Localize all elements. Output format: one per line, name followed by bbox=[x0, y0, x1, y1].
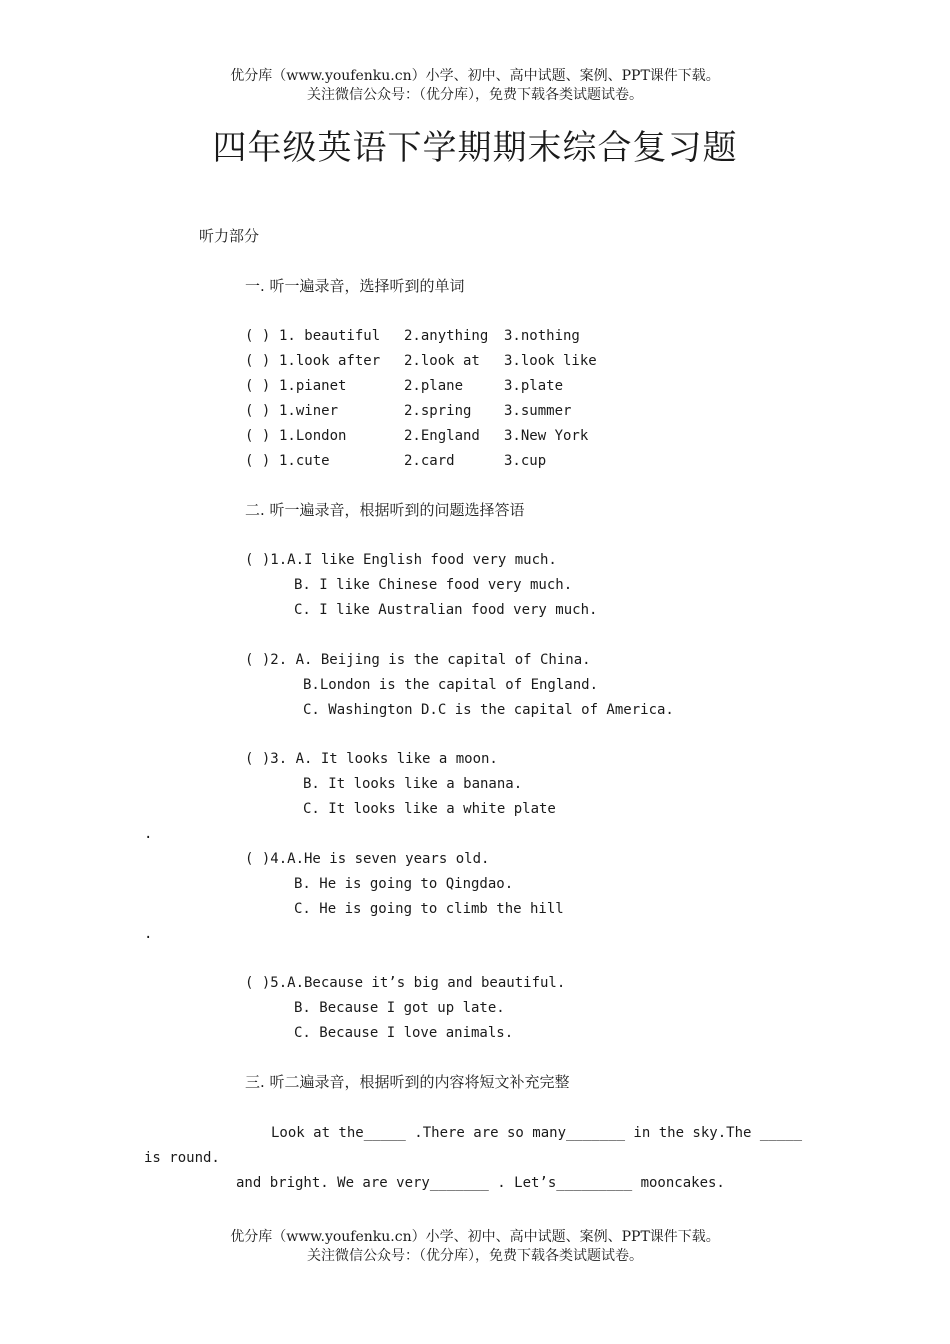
stray-period: . bbox=[144, 926, 153, 942]
option-1: 1.pianet bbox=[279, 378, 347, 394]
answer-bracket: ( ) bbox=[245, 353, 271, 369]
section-label: 听力部分 bbox=[199, 227, 260, 245]
option-2: 2.plane bbox=[404, 378, 464, 394]
passage-line-1: Look at the_____ .There are so many_______ in the sky.The _____ bbox=[271, 1125, 803, 1141]
option-3: 3.plate bbox=[504, 378, 564, 394]
page-title: 四年级英语下学期期末综合复习题 bbox=[212, 128, 738, 168]
footer-line-1: 优分库（www.youfenku.cn）小学、初中、高中试题、案例、PPT课件下载。 bbox=[230, 1229, 720, 1245]
stray-period: . bbox=[144, 826, 153, 842]
question-3-stem: ( )3. A. It looks like a moon. bbox=[245, 751, 498, 767]
question-4-stem: ( )4.A.He is seven years old. bbox=[245, 851, 490, 867]
answer-bracket: ( ) bbox=[245, 453, 271, 469]
option-3: 3.nothing bbox=[504, 328, 580, 344]
option-2: 2.anything bbox=[404, 328, 489, 344]
question-3-option-c: C. It looks like a white plate bbox=[303, 801, 556, 817]
question-1-option-c: C. I like Australian food very much. bbox=[294, 602, 598, 618]
option-3: 3.summer bbox=[504, 403, 572, 419]
answer-bracket: ( ) bbox=[245, 328, 271, 344]
footer-line-2: 关注微信公众号：（优分库），免费下载各类试题试卷。 bbox=[307, 1248, 643, 1264]
option-3: 3.New York bbox=[504, 428, 589, 444]
question-5-option-c: C. Because I love animals. bbox=[294, 1025, 514, 1041]
option-1: 1.cute bbox=[279, 453, 330, 469]
question-1-stem: ( )1.A.I like English food very much. bbox=[245, 552, 557, 568]
question-4-option-c: C. He is going to climb the hill bbox=[294, 901, 564, 917]
answer-bracket: ( ) bbox=[245, 428, 271, 444]
question-4-option-b: B. He is going to Qingdao. bbox=[294, 876, 514, 892]
question-2-stem: ( )2. A. Beijing is the capital of China. bbox=[245, 652, 591, 668]
question-5-stem: ( )5.A.Because it’s big and beautiful. bbox=[245, 975, 566, 991]
option-1: 1.look after bbox=[279, 353, 381, 369]
question-2-option-b: B.London is the capital of England. bbox=[303, 677, 599, 693]
part2-heading: 二. 听一遍录音，根据听到的问题选择答语 bbox=[245, 501, 525, 519]
question-5-option-b: B. Because I got up late. bbox=[294, 1000, 505, 1016]
option-1: 1.winer bbox=[279, 403, 339, 419]
option-2: 2.England bbox=[404, 428, 480, 444]
header-line-1: 优分库（www.youfenku.cn）小学、初中、高中试题、案例、PPT课件下载。 bbox=[230, 68, 720, 84]
question-3-option-b: B. It looks like a banana. bbox=[303, 776, 523, 792]
option-1: 1.London bbox=[279, 428, 347, 444]
part1-heading: 一. 听一遍录音，选择听到的单词 bbox=[245, 277, 465, 295]
question-2-option-c: C. Washington D.C is the capital of America. bbox=[303, 702, 674, 718]
answer-bracket: ( ) bbox=[245, 403, 271, 419]
option-2: 2.look at bbox=[404, 353, 480, 369]
header-line-2: 关注微信公众号：（优分库），免费下载各类试题试卷。 bbox=[307, 87, 643, 103]
passage-line-2: is round. bbox=[144, 1150, 220, 1166]
passage-line-3: and bright. We are very_______ . Let’s_________ mooncakes. bbox=[236, 1175, 725, 1191]
part3-heading: 三. 听二遍录音，根据听到的内容将短文补充完整 bbox=[245, 1073, 570, 1091]
option-2: 2.card bbox=[404, 453, 455, 469]
option-1: 1. beautiful bbox=[279, 328, 381, 344]
answer-bracket: ( ) bbox=[245, 378, 271, 394]
option-3: 3.look like bbox=[504, 353, 597, 369]
option-2: 2.spring bbox=[404, 403, 472, 419]
question-1-option-b: B. I like Chinese food very much. bbox=[294, 577, 573, 593]
option-3: 3.cup bbox=[504, 453, 547, 469]
